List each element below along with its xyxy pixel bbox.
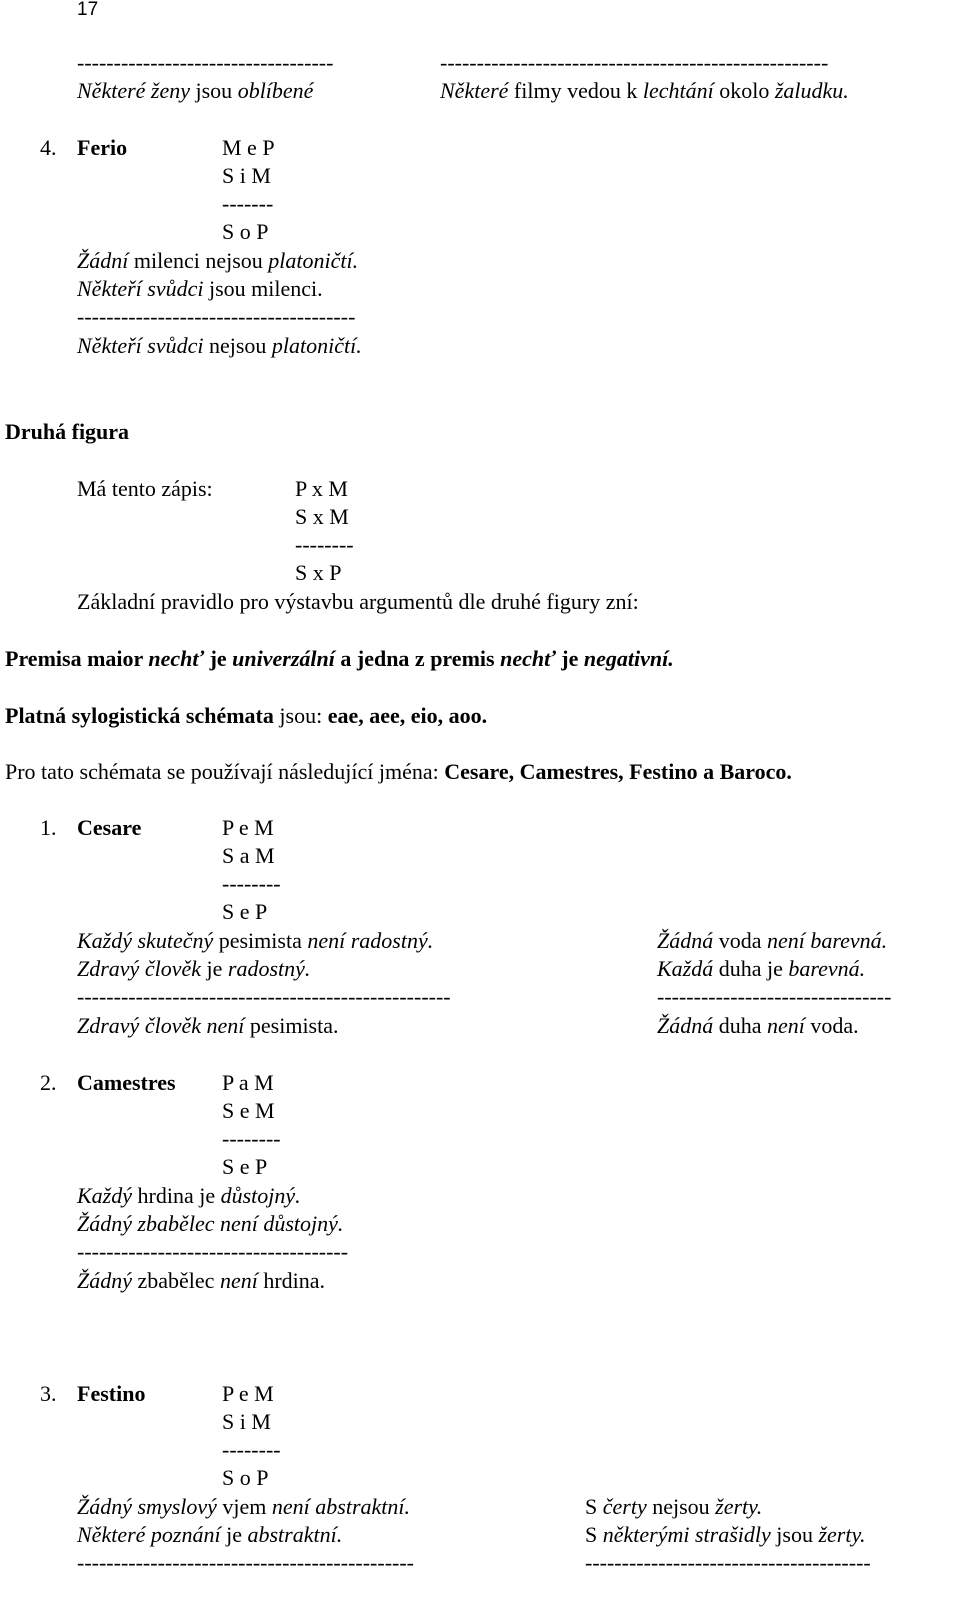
example-line: Zdravý člověk není pesimista. [77, 1013, 339, 1038]
rule-statement: Premisa maior nechť je univerzální a jedna z premis nechť je negativní. [5, 646, 674, 671]
schema-names: Pro tato schémata se používají následující jména: Cesare, Camestres, Festino a Baroco. [5, 759, 792, 784]
schema-line: S o P [222, 1465, 269, 1490]
schema-line: -------- [222, 871, 281, 896]
example-line: Žádná duha není voda. [657, 1013, 859, 1038]
example-line: Žádný zbabělec není hrdina. [77, 1268, 326, 1293]
syllogism-name: Camestres [77, 1070, 176, 1095]
schema-line: S x P [295, 560, 342, 585]
separator-line: ----------------------------------- [77, 50, 334, 75]
schema-line: ------- [222, 191, 274, 216]
list-number: 3. [40, 1381, 57, 1406]
separator-line: -------------------------------------- [77, 304, 356, 329]
example-line: Žádná voda není barevná. [657, 928, 888, 953]
separator-line: --------------------------------------------------- [77, 984, 451, 1009]
example-line: Žádní milenci nejsou platoničtí. [77, 248, 359, 273]
schema-line: M e P [222, 135, 275, 160]
valid-schemas: Platná sylogistická schémata jsou: eae, aee, eio, aoo. [5, 703, 488, 728]
conclusion-line: Některé ženy jsou oblíbené [77, 78, 314, 103]
schema-line: P e M [222, 815, 274, 840]
schema-line: S e P [222, 899, 268, 924]
separator-line: ----------------------------------------------------- [440, 50, 829, 75]
schema-line: S o P [222, 219, 269, 244]
schema-line: -------- [295, 532, 354, 557]
example-line: S některými strašidly jsou žerty. [585, 1522, 866, 1547]
page-number: 17 [77, 0, 99, 20]
section-heading: Druhá figura [5, 419, 130, 444]
syllogism-name: Cesare [77, 815, 142, 840]
schema-line: S a M [222, 843, 275, 868]
schema-line: P a M [222, 1070, 274, 1095]
example-line: S čerty nejsou žerty. [585, 1494, 763, 1519]
separator-line: -------------------------------- [657, 984, 892, 1009]
list-number: 1. [40, 815, 57, 840]
separator-line: --------------------------------------- [585, 1550, 871, 1575]
schema-line: S e M [222, 1098, 275, 1123]
example-line: Některé poznání je abstraktní. [77, 1522, 343, 1547]
schema-line: -------- [222, 1126, 281, 1151]
conclusion-line: Některé filmy vedou k lechtání okolo žaludku. [440, 78, 849, 103]
example-line: Někteří svůdci nejsou platoničtí. [77, 333, 362, 358]
schema-line: S i M [222, 1409, 271, 1434]
schema-line: P e M [222, 1381, 274, 1406]
example-line: Každý hrdina je důstojný. [77, 1183, 301, 1208]
schema-line: S e P [222, 1154, 268, 1179]
example-line: Každý skutečný pesimista není radostný. [77, 928, 434, 953]
list-number: 4. [40, 135, 57, 160]
schema-line: S x M [295, 504, 349, 529]
syllogism-name: Festino [77, 1381, 146, 1406]
example-line: Žádný smyslový vjem není abstraktní. [77, 1494, 411, 1519]
example-line: Někteří svůdci jsou milenci. [77, 276, 323, 301]
schema-line: P x M [295, 476, 348, 501]
schema-line: -------- [222, 1437, 281, 1462]
schema-line: S i M [222, 163, 271, 188]
separator-line: ---------------------------------------------- [77, 1550, 415, 1575]
example-line: Každá duha je barevná. [657, 956, 866, 981]
example-line: Žádný zbabělec není důstojný. [77, 1211, 344, 1236]
syllogism-name: Ferio [77, 135, 128, 160]
separator-line: ------------------------------------- [77, 1239, 349, 1264]
rule-intro: Základní pravidlo pro výstavbu argumentů dle druhé figury zní: [77, 589, 639, 614]
list-number: 2. [40, 1070, 57, 1095]
example-line: Zdravý člověk je radostný. [77, 956, 311, 981]
zapis-label: Má tento zápis: [77, 476, 213, 501]
